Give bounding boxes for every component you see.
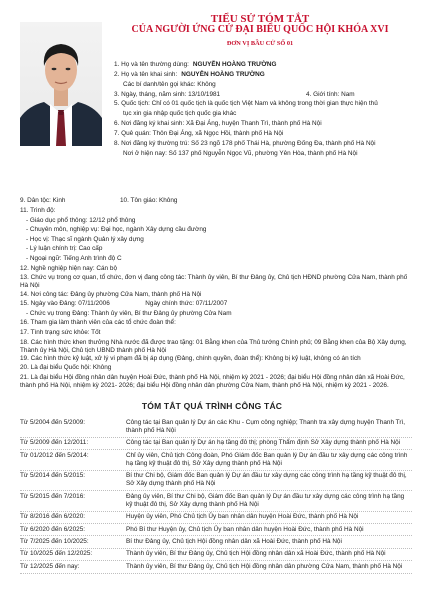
career-desc: Thành ủy viên, Bí thư Đảng ủy, Chủ tịch Hội đồng nhân dân xã Hoài Đức, thành phố Hà Nội <box>126 550 386 558</box>
detail-line: 21. Là đại biểu Hội đồng nhân dân huyện Hoài Đức, thành phố Hà Nội, nhiệm kỳ 2021 - 2026; đại biểu Hội đồng nhân dân xã Hoài Đức, thành phố Hà Nội, nhiệm kỳ 2021- 2026; đại biểu Hội đồng nhân dân phường Cửa Nam, thành phố Hà Nội, nhiệm kỳ 2021 - 2026. <box>20 374 405 390</box>
detail-line: - Lý luận chính trị: Cao cấp <box>26 245 103 253</box>
document-title: TIỂU SỬ TÓM TẮT <box>210 13 310 25</box>
birth-registration-row: 6. Nơi đăng ký khai sinh: Xã Đại Áng, huyện Thanh Trì, thành phố Hà Nội <box>114 120 322 128</box>
detail-line: 13. Chức vụ trong cơ quan, tổ chức, đơn vị đang công tác: Thành ủy viên, Bí thư Đảng ủy, Chủ tịch HĐND phường Cửa Nam, thành phố Hà Nội <box>20 274 408 290</box>
detail-line: 12. Nghề nghiệp hiện nay: Cán bộ <box>20 264 117 272</box>
religion-text: 10. Tôn giáo: Không <box>120 197 178 204</box>
detail-line: 18. Các hình thức khen thưởng Nhà nước đã được trao tặng: 01 Bằng khen của Thủ tướng Chính phủ; 09 Bằng khen của Bộ Xây dựng, Thành ủy Hà Nội, Chủ tịch UBND thành phố Hà Nội <box>20 338 407 354</box>
career-time: Từ 5/2009 đến 12/2011: <box>20 439 89 447</box>
ethnic-text: 9. Dân tộc: Kinh <box>20 197 66 204</box>
hometown-row: 7. Quê quán: Thôn Đại Áng, xã Ngọc Hồi, thành phố Hà Nội <box>114 130 284 138</box>
name-used-value: NGUYỄN HOÀNG TRƯỜNG <box>192 60 277 68</box>
detail-line: 19. Các hình thức kỷ luật, xử lý vi phạm đã bị áp dụng (Đảng, chính quyền, đoàn thể): Không bị kỷ luật, không có án tích <box>20 354 361 362</box>
career-desc: Đảng ủy viên, Bí thư Chi bộ, Giám đốc Ban quản lý Dự án đầu tư xây dựng các công trình hạ tầng kỹ thuật đô thị, Sở Xây dựng thành phố Hà Nội <box>126 492 405 508</box>
detail-line: 17. Tình trạng sức khỏe: Tốt <box>20 328 101 336</box>
career-row <box>20 491 412 512</box>
document-subtitle: CỦA NGƯỜI ỨNG CỬ ĐẠI BIỂU QUỐC HỘI KHÓA XVI <box>131 24 389 35</box>
career-row <box>20 471 412 492</box>
dob-text: 3. Ngày, tháng, năm sinh: 13/10/1981 <box>114 90 221 98</box>
residence-row-1: 8. Nơi đăng ký thường trú: Số 23 ngõ 178 phố Thái Hà, phường Đống Đa, thành phố Hà Nội <box>114 139 376 147</box>
birth-name-value: NGUYỄN HOÀNG TRƯỜNG <box>181 70 265 78</box>
career-desc: Thành ủy viên, Bí thư Đảng ủy, Chủ tịch Hội đồng nhân dân phường Cửa Nam, thành phố Hà Nội <box>126 562 403 570</box>
career-desc: Công tác tại Ban quản lý Dự án các Khu - Cụm công nghiệp; Thanh tra xây dựng huyện Thanh Trì, thành phố Hà Nội <box>126 418 406 434</box>
career-desc: Công tác tại Ban quản lý Dự án hạ tầng đô thị; phòng Thẩm định Sở Xây dựng thành phố Hà Nội <box>126 439 401 447</box>
detail-line: - Học vị: Thạc sĩ ngành Quản lý xây dựng <box>26 235 144 243</box>
career-time: Từ 12/2025 đến nay: <box>20 562 80 570</box>
career-time: Từ 01/2012 đến 5/2014: <box>20 451 89 459</box>
detail-line: - Chuyên môn, nghiệp vụ: Đại học, ngành Xây dựng cầu đường <box>26 226 207 234</box>
career-row <box>20 524 412 536</box>
residence-row-2: Nơi ở hiện nay: Số 137 phố Nguyễn Ngọc Vũ, phường Yên Hòa, thành phố Hà Nội <box>123 149 358 157</box>
detail-line: - Ngoại ngữ: Tiếng Anh trình độ C <box>26 254 122 262</box>
detail-line: 11. Trình độ: <box>20 207 56 214</box>
nationality-row-2: tục xin gia nhập quốc tịch quốc gia khác <box>123 110 237 118</box>
portrait-image <box>20 22 102 146</box>
career-time: Từ 7/2025 đến 10/2025: <box>20 537 89 545</box>
detail-line: 15. Ngày vào Đảng: 07/11/2006 Ngày chính thức: 07/11/2007 <box>20 300 228 308</box>
career-table <box>20 417 412 574</box>
portrait-photo <box>20 22 102 146</box>
gender-text: 4. Giới tính: Nam <box>306 90 355 98</box>
nationality-row-1: 5. Quốc tịch: Chỉ có 01 quốc tịch là quốc tịch Việt Nam và không trong thời gian thực hiện thủ <box>114 100 378 108</box>
career-desc: Phó Bí thư Huyện ủy, Chủ tịch Ủy ban nhân dân huyện Hoài Đức, thành phố Hà Nội <box>126 525 364 533</box>
name-used-label: 1. Họ và tên thường dùng: <box>114 60 189 68</box>
career-desc: Bí thư Chi bộ, Giám đốc Ban quản lý Dự án đầu tư xây dựng các công trình hạ tầng kỹ thuật đô thị, Sở Xây dựng thành phố Hà Nội <box>126 472 407 488</box>
detail-line: 20. Là đại biểu Quốc hội: Không <box>20 364 112 372</box>
detail-line: 14. Nơi công tác: Đảng ủy phường Cửa Nam, thành phố Hà Nội <box>20 290 202 298</box>
career-desc: Huyện ủy viên, Phó Chủ tịch Ủy ban nhân dân huyện Hoài Đức, thành phố Hà Nội <box>126 513 359 521</box>
career-row <box>20 512 412 524</box>
details-section <box>20 207 412 390</box>
career-row <box>20 536 412 548</box>
detail-line: - Chức vụ trong Đảng: Thành ủy viên, Bí thư Đảng ủy phường Cửa Nam <box>26 309 232 317</box>
career-time: Từ 8/2016 đến 6/2020: <box>20 513 86 521</box>
career-row <box>20 549 412 561</box>
detail-line: 16. Tham gia làm thành viên của các tổ chức đoàn thể: <box>20 319 176 327</box>
career-time: Từ 5/2004 đến 5/2009: <box>20 418 86 426</box>
name-used-row <box>114 60 420 70</box>
career-row <box>20 450 412 471</box>
career-row <box>20 561 412 573</box>
career-row <box>20 438 412 450</box>
career-section-title: TÓM TẮT QUÁ TRÌNH CÔNG TÁC <box>141 401 283 411</box>
birth-name-label: 2. Họ và tên khai sinh: <box>114 70 178 78</box>
birth-name-row <box>114 70 420 80</box>
career-time: Từ 10/2025 đến 12/2025: <box>20 550 93 558</box>
electoral-unit: ĐƠN VỊ BẦU CỬ SỐ 01 <box>226 40 294 47</box>
career-row <box>20 417 412 438</box>
detail-line: - Giáo dục phổ thông: 12/12 phổ thông <box>26 216 136 224</box>
personal-info <box>114 60 420 159</box>
career-time: Từ 6/2020 đến 6/2025: <box>20 525 86 533</box>
career-desc: Bí thư Đảng ủy, Chủ tịch Hội đồng nhân dân xã Hoài Đức, thành phố Hà Nội <box>126 537 342 545</box>
career-desc: Chỉ ủy viên, Chủ tịch Công đoàn, Phó Giám đốc Ban quản lý Dự án đầu tư xây dựng các công trình hạ tầng kỹ thuật đô thị, Sở Xây dựng thành phố Hà Nội <box>126 451 408 467</box>
career-time: Từ 5/2014 đến 5/2015: <box>20 472 86 480</box>
alias-row: Các bí danh/tên gọi khác: Không <box>123 80 216 88</box>
dob-row <box>114 90 420 100</box>
career-time: Từ 5/2015 đến 7/2016: <box>20 492 86 500</box>
